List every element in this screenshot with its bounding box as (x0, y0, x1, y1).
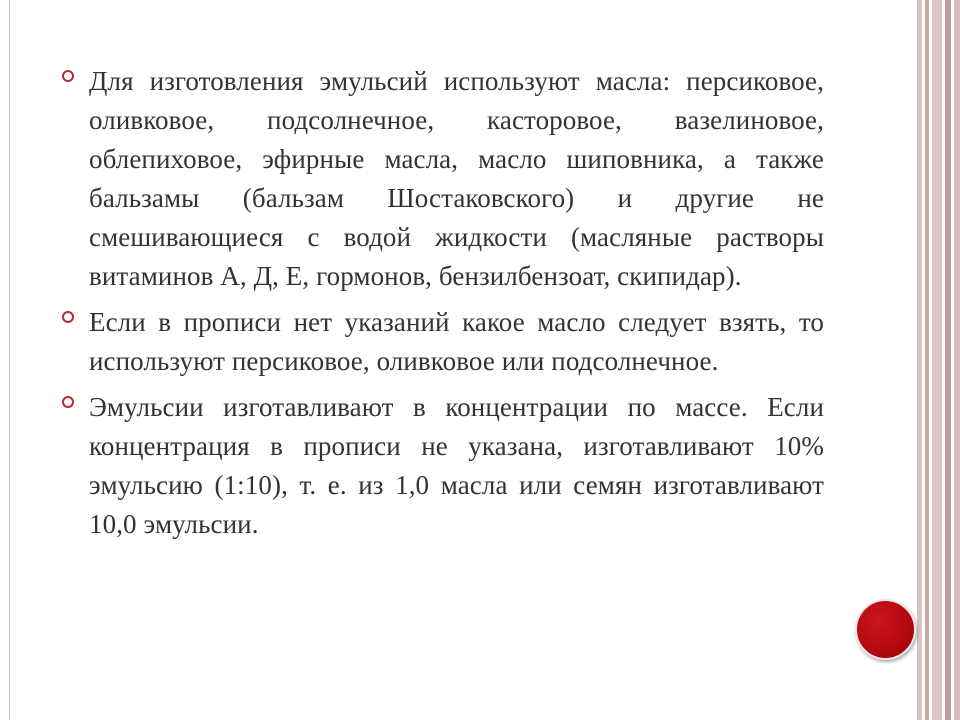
bullet-text: Для изготовления эмульсий используют масла: персиковое, оливковое, подсолнечное, касторовое, вазелиновое, облепиховое, эфирные масла, масло шиповника, а также бальзамы (бальзам Шостаковского) и другие не смешивающиеся с водой жидкости (масляные растворы витаминов А, Д, Е, гормонов, бензилбензоат, скипидар). (89, 66, 824, 291)
bullet-text: Если в прописи нет указаний какое масло следует взять, то используют персиковое, оливковое или подсолнечное. (89, 307, 824, 376)
bullet-item-default-oil (60, 303, 824, 381)
slide-content (60, 62, 824, 551)
right-decorative-bars (918, 0, 960, 720)
bullet-circle-icon (62, 311, 74, 323)
bullet-item-concentration (60, 388, 824, 544)
bullet-item-oils (60, 62, 824, 296)
decorative-red-circle (855, 599, 916, 660)
bullet-circle-icon (62, 70, 74, 82)
bullet-circle-icon (62, 396, 74, 408)
decorative-bar (918, 0, 922, 720)
decorative-bar (945, 0, 951, 720)
bullet-text: Эмульсии изготавливают в концентрации по массе. Если концентрация в прописи не указана, изготавливают 10% эмульсию (1:10), т. е. из 1,0 масла или семян изготавливают 10,0 эмульсии. (89, 392, 824, 539)
decorative-bar (925, 0, 929, 720)
decorative-bar (954, 0, 960, 720)
decorative-bar (932, 0, 942, 720)
